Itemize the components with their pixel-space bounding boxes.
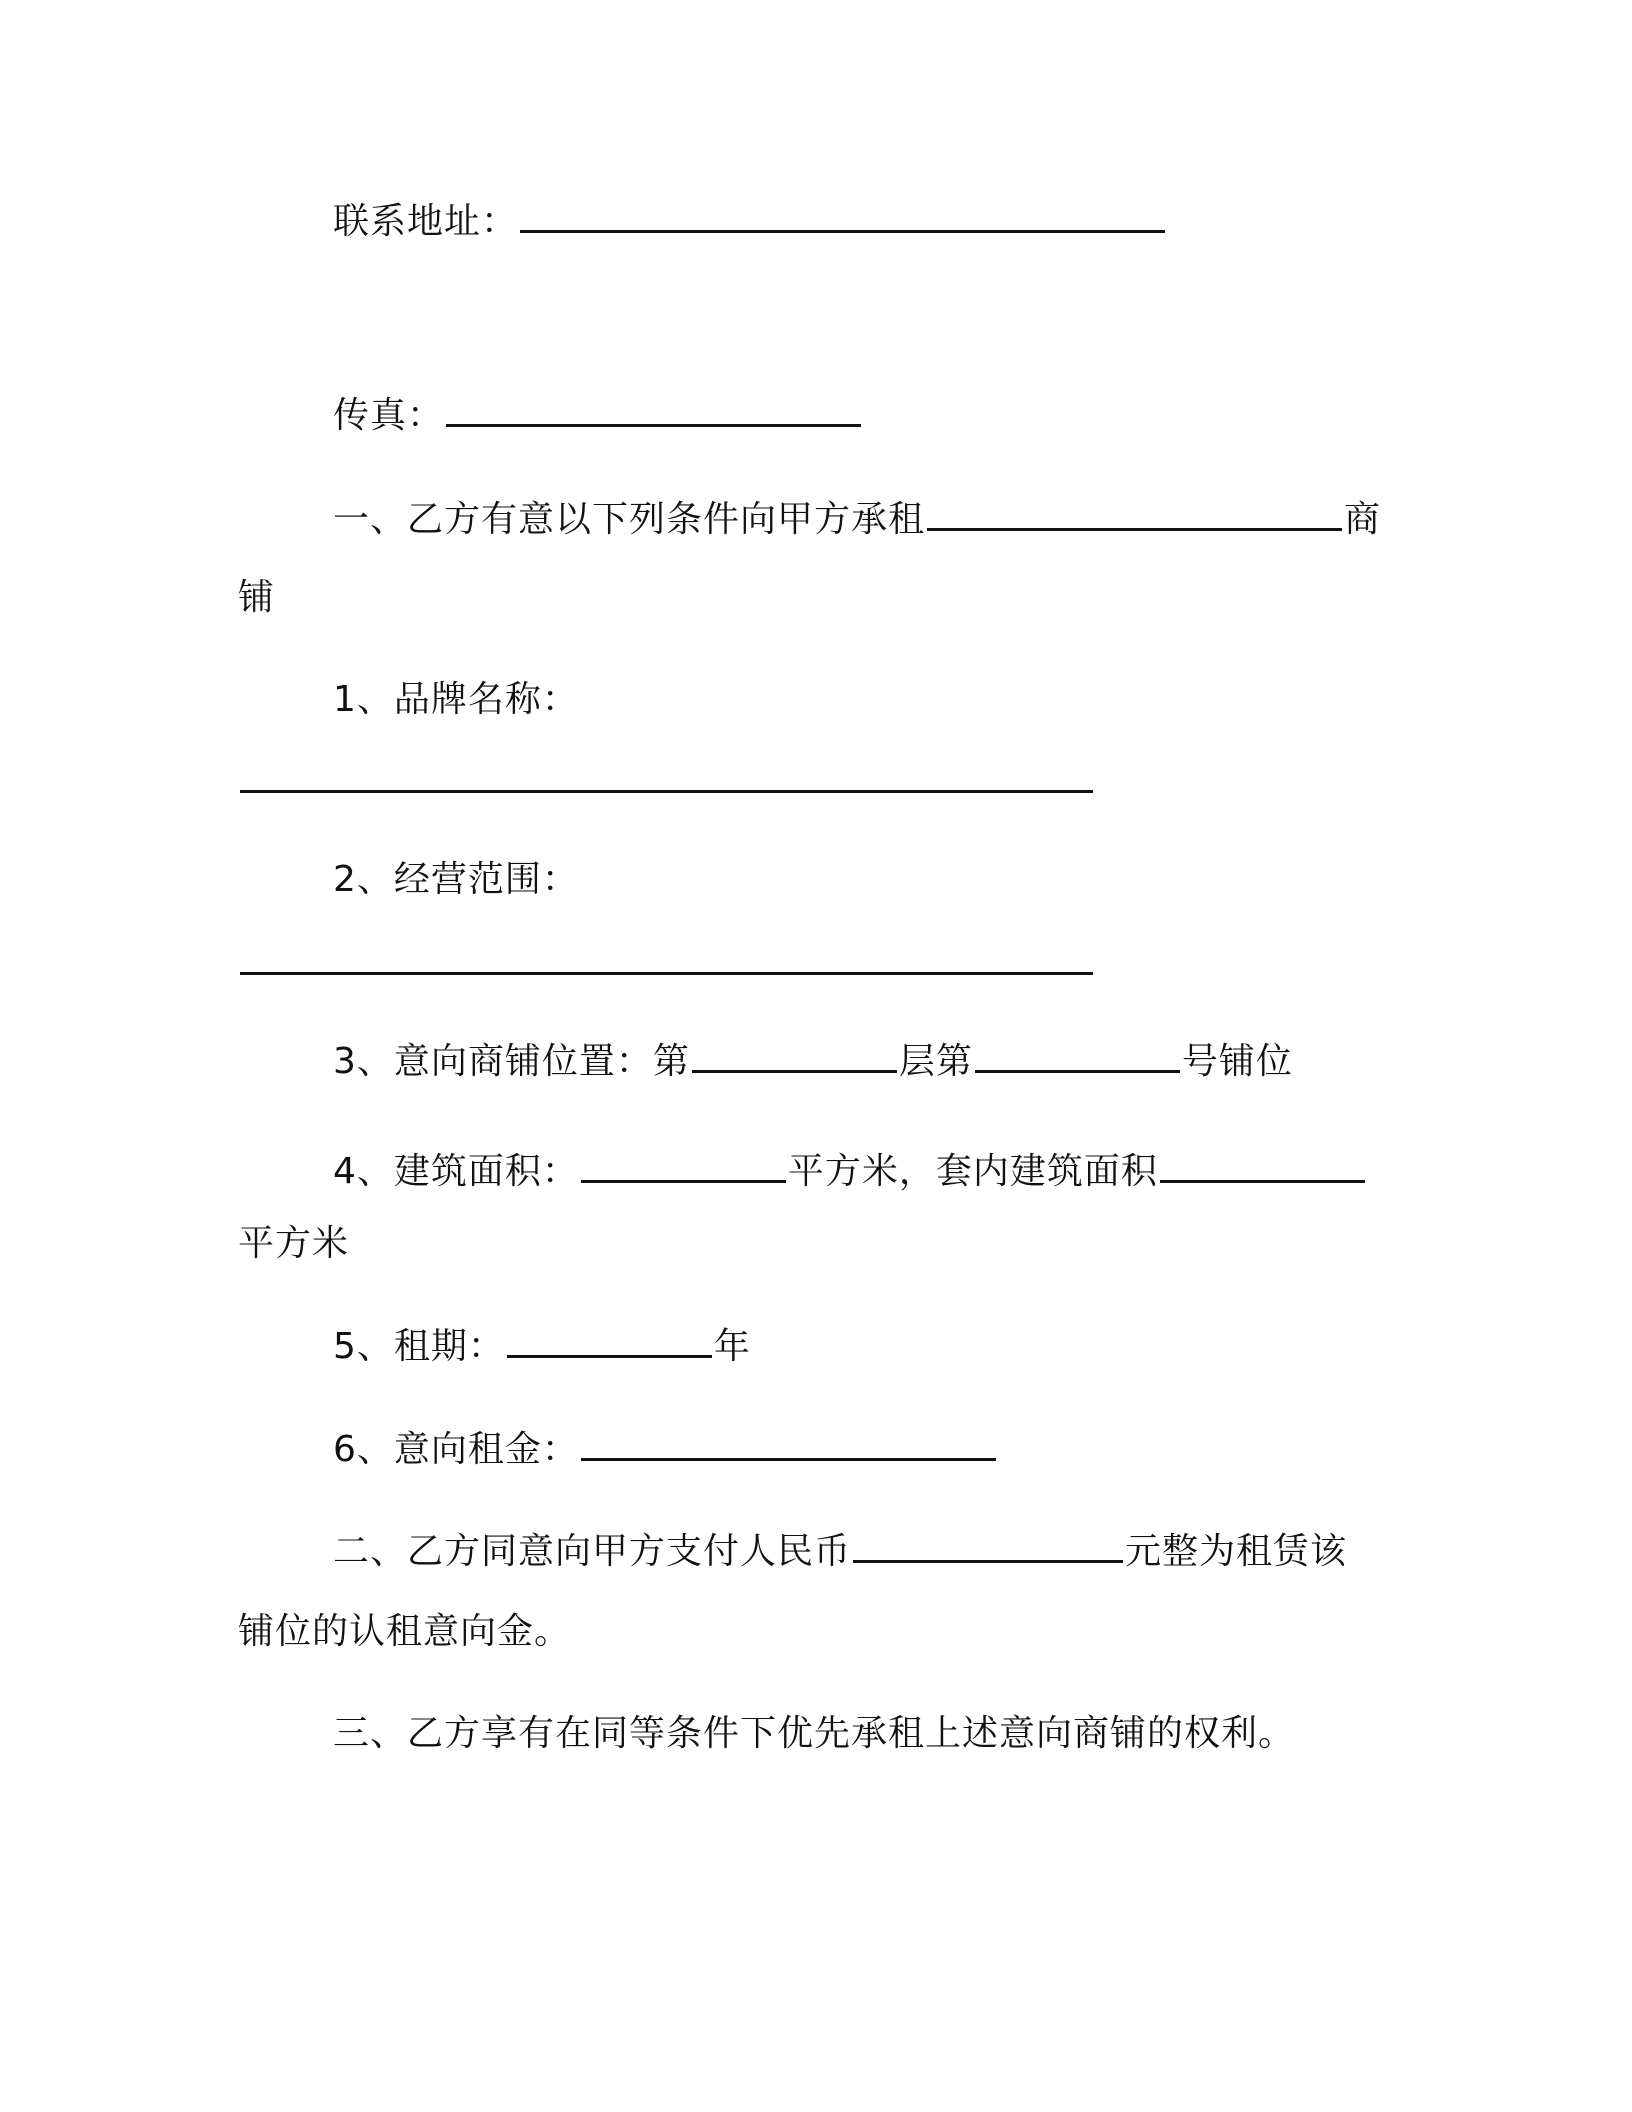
fax-line bbox=[333, 394, 863, 438]
item3-middle: 层第 bbox=[898, 1041, 973, 1082]
item3-suffix: 号铺位 bbox=[1181, 1041, 1293, 1082]
section1-text-after: 商 bbox=[1344, 499, 1382, 540]
section2-wrap-line bbox=[238, 1610, 571, 1654]
item4-wrap: 平方米 bbox=[238, 1223, 350, 1264]
section2-line bbox=[333, 1530, 1347, 1574]
section2-text: 二、乙方同意向甲方支付人民币 bbox=[333, 1531, 852, 1572]
section2-text-after: 元整为租赁该 bbox=[1125, 1531, 1348, 1572]
fax-blank bbox=[446, 394, 861, 427]
item5-prefix: 5、租期： bbox=[333, 1326, 505, 1367]
item5-suffix: 年 bbox=[713, 1326, 751, 1367]
item4-line bbox=[333, 1150, 1367, 1194]
item5-blank bbox=[507, 1325, 712, 1358]
item4-prefix: 4、建筑面积： bbox=[333, 1151, 579, 1192]
item3-line bbox=[333, 1040, 1293, 1084]
item6-line bbox=[333, 1428, 998, 1472]
section3-text: 三、乙方享有在同等条件下优先承租上述意向商铺的权利。 bbox=[333, 1713, 1296, 1754]
section3-line bbox=[333, 1712, 1295, 1756]
item4-area-blank bbox=[581, 1150, 786, 1183]
section1-wrap-line bbox=[238, 576, 275, 620]
item1-line bbox=[333, 678, 579, 722]
section1-text-wrap: 铺 bbox=[238, 577, 276, 618]
item2-label: 2、经营范围： bbox=[333, 859, 579, 900]
item2-blank bbox=[240, 942, 1093, 975]
section1-text: 一、乙方有意以下列条件向甲方承租 bbox=[333, 499, 926, 540]
item1-label: 1、品牌名称： bbox=[333, 679, 579, 720]
item4-middle: 平方米，套内建筑面积 bbox=[787, 1151, 1158, 1192]
item4-inner-area-blank bbox=[1160, 1150, 1365, 1183]
item3-floor-blank bbox=[692, 1040, 897, 1073]
contact-address-blank bbox=[520, 200, 1165, 233]
section2-text-wrap: 铺位的认租意向金。 bbox=[238, 1611, 572, 1652]
section1-line bbox=[333, 498, 1381, 542]
section1-blank bbox=[927, 498, 1342, 531]
item3-prefix: 3、意向商铺位置：第 bbox=[333, 1041, 690, 1082]
item1-blank bbox=[240, 760, 1093, 793]
contact-address-line bbox=[333, 200, 1167, 244]
item2-blank-line bbox=[238, 942, 1095, 986]
item6-blank bbox=[581, 1428, 996, 1461]
item4-wrap-line bbox=[238, 1222, 349, 1266]
item5-line bbox=[333, 1325, 751, 1369]
item1-blank-line bbox=[238, 760, 1095, 804]
item3-unit-blank bbox=[975, 1040, 1180, 1073]
contact-address-label: 联系地址： bbox=[333, 201, 519, 242]
item2-line bbox=[333, 858, 579, 902]
fax-label: 传真： bbox=[333, 395, 445, 436]
item6-label: 6、意向租金： bbox=[333, 1429, 579, 1470]
section2-blank bbox=[853, 1530, 1123, 1563]
